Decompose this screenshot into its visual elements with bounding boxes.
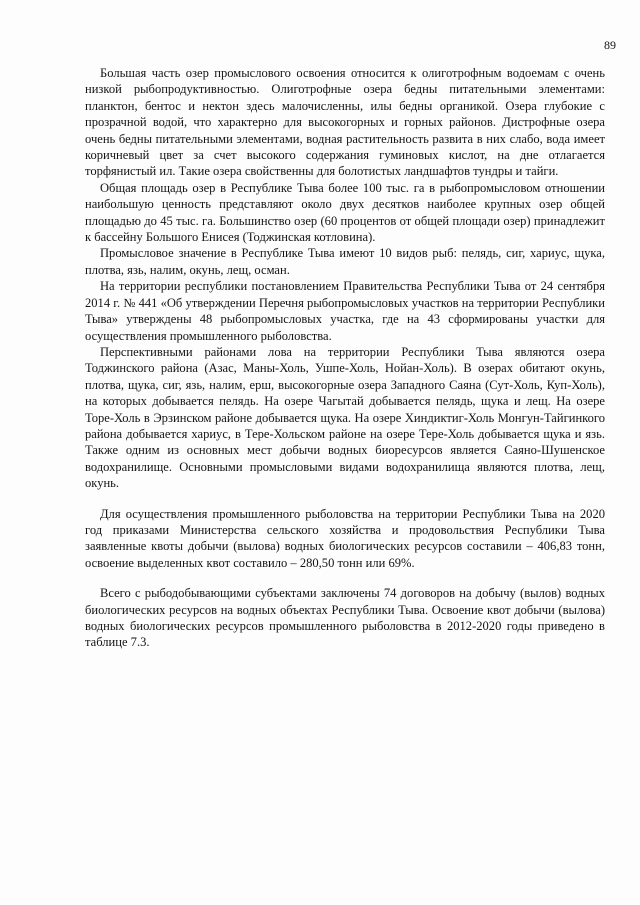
paragraph-lake-area: Общая площадь озер в Республике Тыва более 100 тыс. га в рыбопромысловом отношении наибольшую ценность представляют около двух десятков наиболее крупных озер общей площадью до 45 тыс. га. Большинство озер (60 процентов от общей площади озер) принадлежит к бассейну Большого Енисея (Тоджинская котловина). <box>85 180 605 245</box>
page-body <box>85 65 605 651</box>
page-number: 89 <box>604 38 616 52</box>
paragraph-oligotrophic-lakes: Большая часть озер промыслового освоения относится к олиготрофным водоемам с очень низкой рыбопродуктивностью. Олиготрофные озера бедны питательными элементами: планктон, бентос и нектон здесь малочисленны, илы бедны органикой. Озера глубокие с прозрачной водой, что характерно для высокогорных и горных районов. Дистрофные озера очень бедны питательными элементами, водная растительность развита в них слабо, вода имеет коричневый цвет за счет высокого содержания гуминовых кислот, на дне отлагается торфянистый ил. Такие озера свойственны для болотистых ландшафтов тундры и тайги. <box>85 66 605 179</box>
paragraph-quotas: Для осуществления промышленного рыболовства на территории Республики Тыва на 2020 год приказами Министерства сельского хозяйства и продовольствия Республики Тыва заявленные квоты добычи (вылова) водных биологических ресурсов составили – 406,83 тонн, освоение выделенных квот составило – 280,50 тонн или 69%. <box>85 506 605 570</box>
paragraph-fishing-sites: На территории республики постановлением Правительства Республики Тыва от 24 сентября 2014 г. № 441 «Об утверждении Перечня рыбопромысловых участков на территории Республики Тыва» утверждены 48 рыбопромысловых участка, где на 43 сформированы участки для осуществления промышленного рыболовства. <box>85 279 605 343</box>
paragraph-prospective-areas: Перспективными районами лова на территории Республики Тыва являются озера Тоджинского района (Азас, Маны-Холь, Ушпе-Холь, Нойан-Холь). В озерах обитают окунь, плотва, щука, сиг, язь, налим, ерш, высокогорные озера Западного Саяна (Сут-Холь, Куп-Холь), на которых добывается пелядь. На озере Чагытай добывается пелядь, щука и лещ. На озере Торе-Холь в Эрзинском районе добывается щука. На озере Хиндиктиг-Холь Монгун-Тайгинкого района добывается хариус, в Тере-Хольском районе на озере Тере-Холь добывается щука и язь. Также одним из основных мест добычи водных биоресурсов является Саяно-Шушенское водохранилище. Основными промысловыми видами водохранилища являются плотва, лещ, окунь. <box>85 344 605 491</box>
paragraph-contracts: Всего с рыбодобывающими субъектами заключены 74 договоров на добычу (вылов) водных биологических ресурсов на водных объектах Республики Тыва. Освоение квот добычи (вылова) водных биологических ресурсов промышленного рыболовства в 2012-2020 годы приведено в таблице 7.3. <box>85 586 605 650</box>
paragraph-commercial-fish: Промысловое значение в Республике Тыва имеют 10 видов рыб: пелядь, сиг, хариус, щука, плотва, язь, налим, окунь, лещ, осман. <box>85 246 605 277</box>
